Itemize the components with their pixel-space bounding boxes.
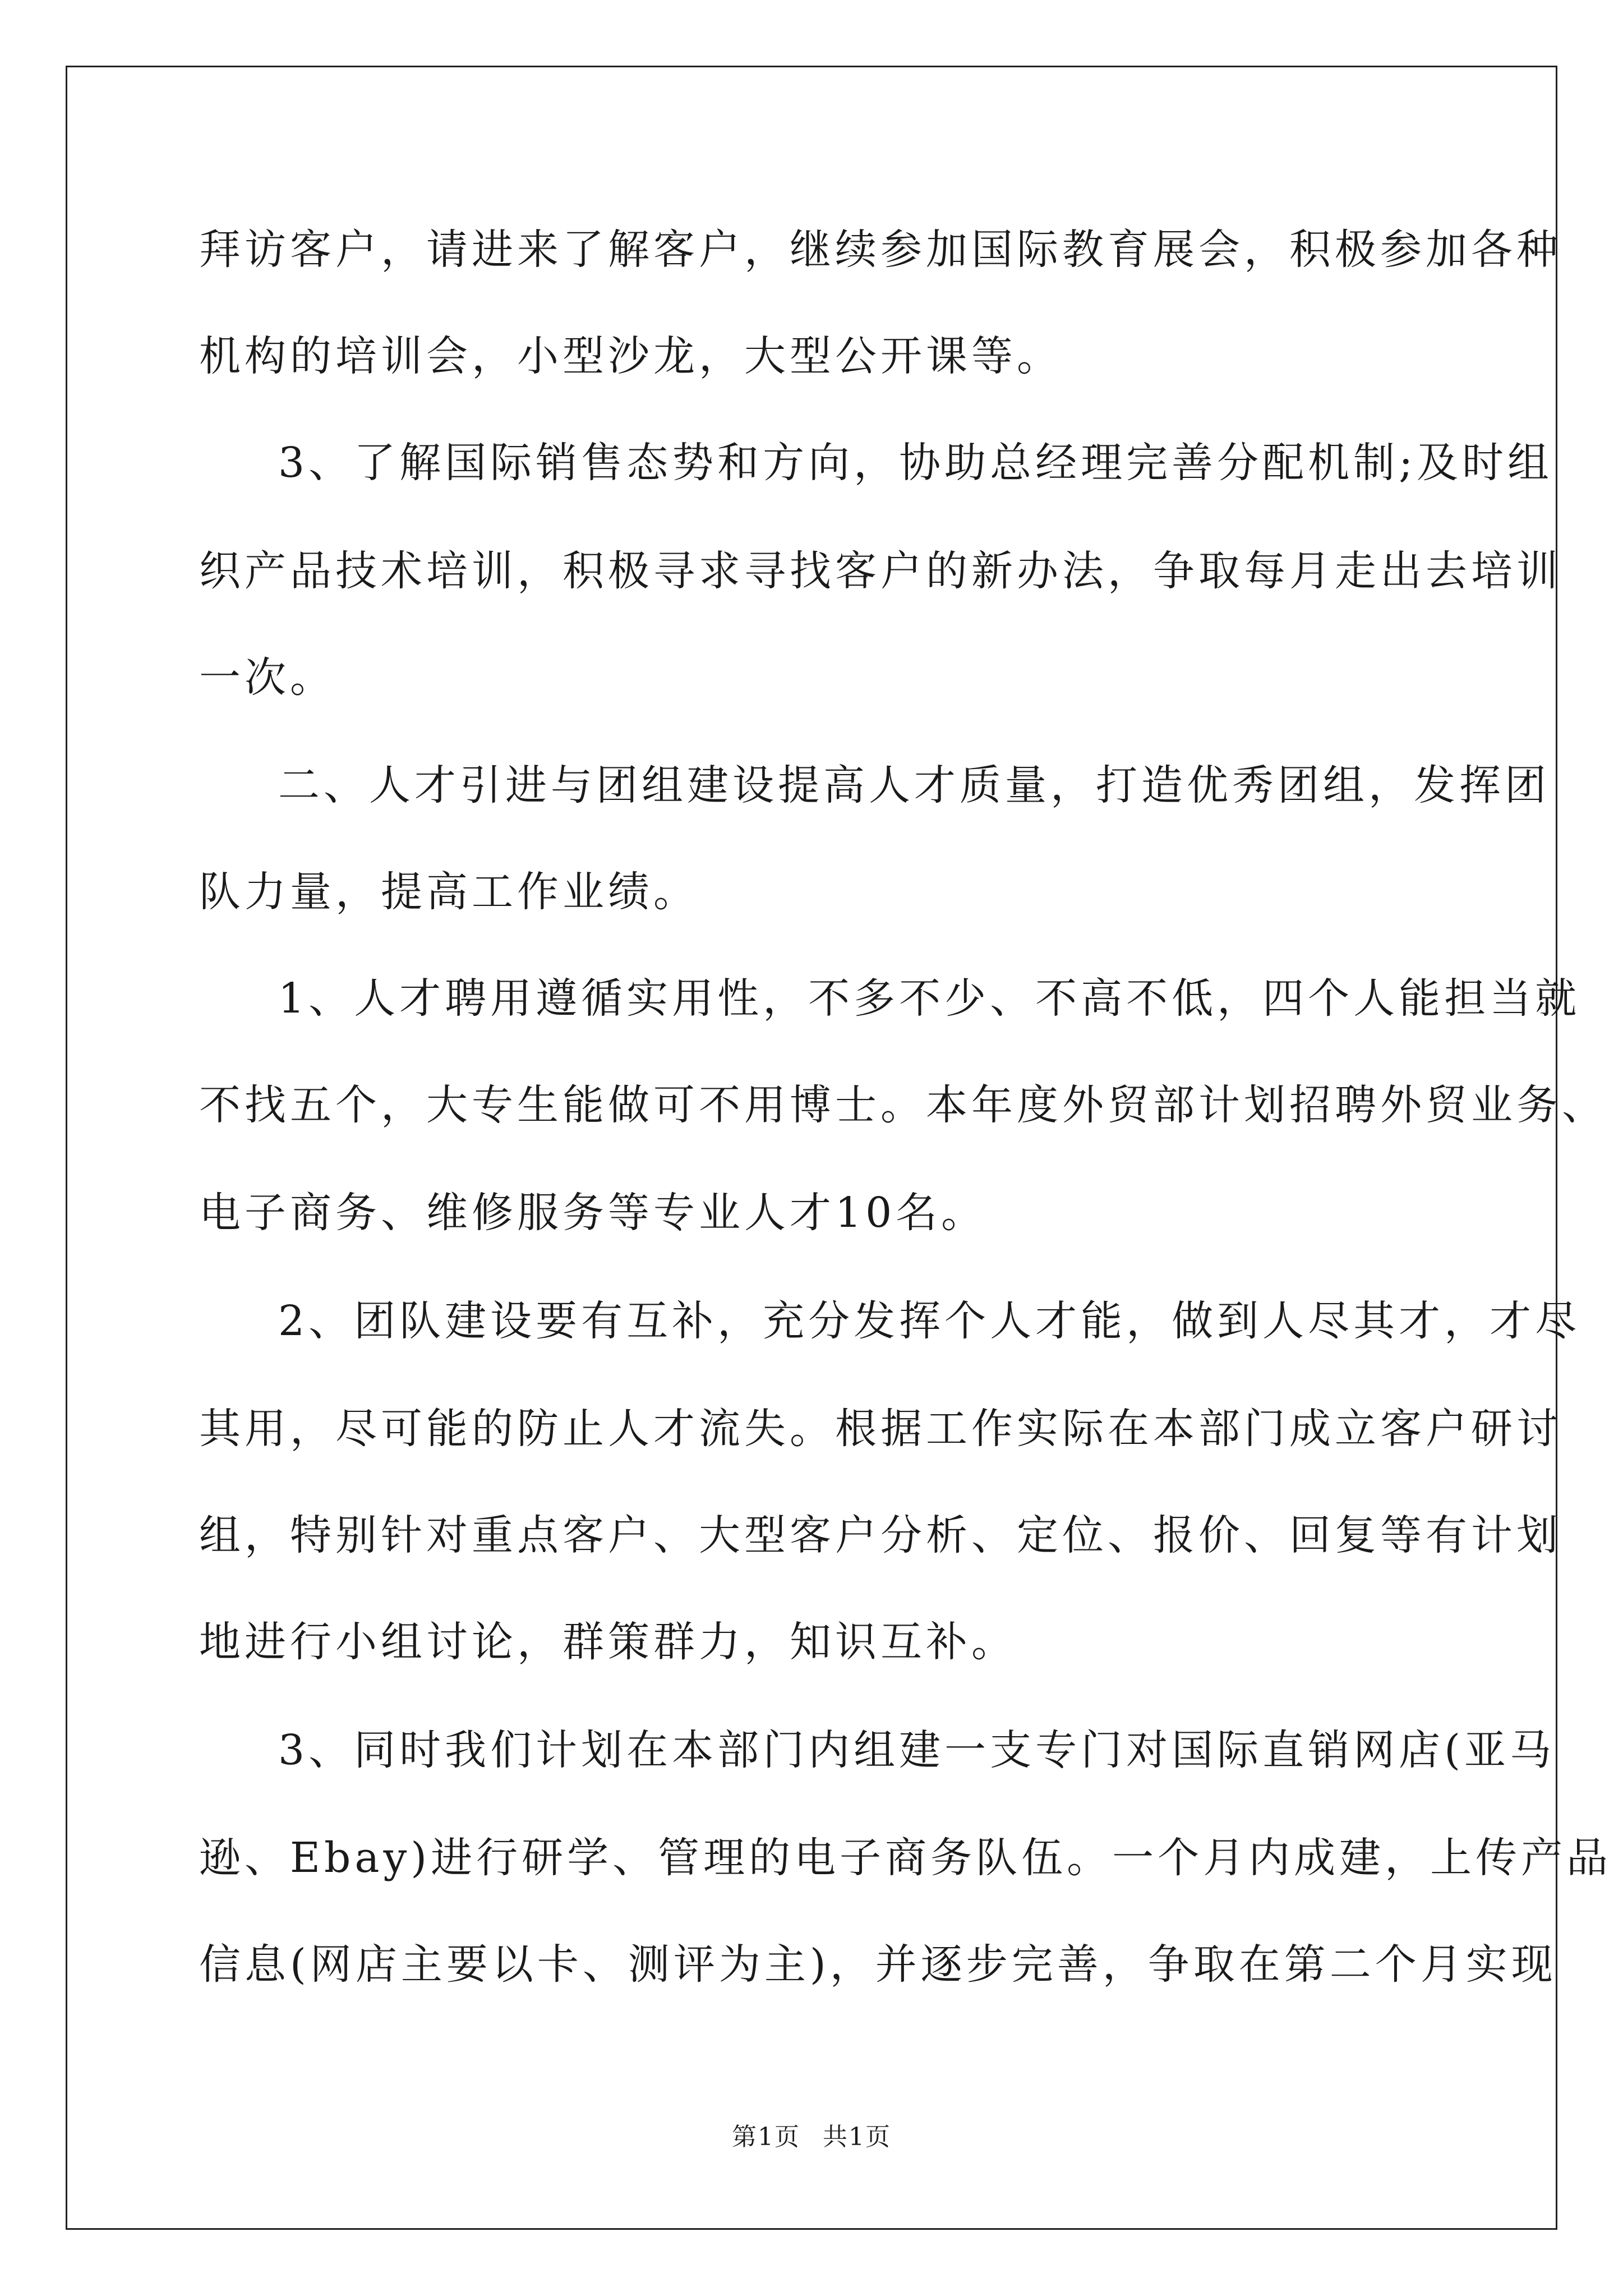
text-line: 2、团队建设要有互补，充分发挥个人才能，做到人尽其才，才尽 — [278, 1297, 1581, 1345]
text-line: 逊、Ebay)进行研学、管理的电子商务队伍。一个月内成建，上传产品 — [199, 1834, 1612, 1882]
page-number-current: 第1页 — [732, 2123, 800, 2151]
text-line: 二、人才引进与团组建设提高人才质量，打造优秀团组，发挥团 — [278, 761, 1550, 809]
text-line: 不找五个，大专生能做可不用博士。本年度外贸部计划招聘外贸业务、 — [199, 1081, 1607, 1129]
text-line: 队力量，提高工作业绩。 — [199, 868, 699, 916]
text-line: 组，特别针对重点客户、大型客户分析、定位、报价、回复等有计划 — [199, 1511, 1562, 1559]
text-line: 信息(网店主要以卡、测评为主)，并逐步完善，争取在第二个月实现 — [199, 1940, 1557, 1989]
text-line: 机构的培训会，小型沙龙，大型公开课等。 — [199, 332, 1062, 380]
page-footer — [0, 2120, 1623, 2154]
text-line: 织产品技术培训，积极寻求寻找客户的新办法，争取每月走出去培训 — [199, 547, 1562, 595]
text-line: 一次。 — [199, 654, 335, 702]
text-line: 电子商务、维修服务等专业人才10名。 — [199, 1189, 987, 1237]
text-line: 3、了解国际销售态势和方向，协助总经理完善分配机制;及时组 — [278, 439, 1553, 487]
text-line: 地进行小组讨论，群策群力，知识互补。 — [199, 1618, 1017, 1666]
text-line: 1、人才聘用遵循实用性，不多不少、不高不低，四个人能担当就 — [278, 974, 1581, 1023]
page-border — [66, 66, 1557, 2230]
text-line: 3、同时我们计划在本部门内组建一支专门对国际直销网店(亚马 — [278, 1726, 1555, 1774]
page-number-total: 共1页 — [823, 2123, 891, 2151]
text-line: 拜访客户，请进来了解客户，继续参加国际教育展会，积极参加各种 — [199, 226, 1562, 274]
text-line: 其用，尽可能的防止人才流失。根据工作实际在本部门成立客户研讨 — [199, 1405, 1562, 1453]
